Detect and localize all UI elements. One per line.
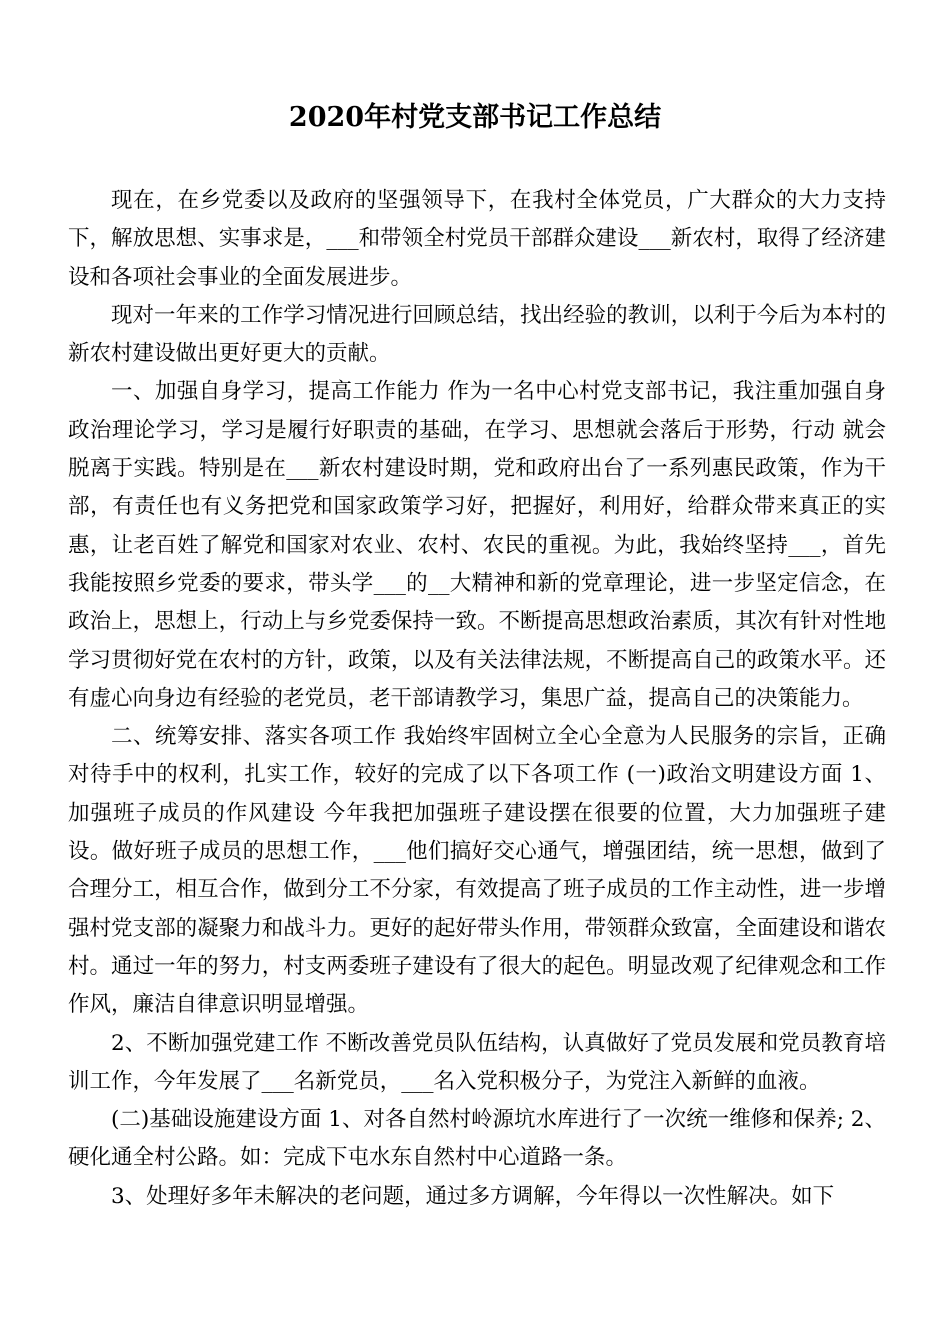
document-title: 2020年村党支部书记工作总结 bbox=[288, 102, 662, 133]
paragraph-section-one: 一、加强自身学习，提高工作能力 作为一名中心村党支部书记，我注重加强自身政治理论学习，学习是履行好职责的基础，在学习、思想就会落后于形势，行动 就会脱离于实践。特别是在___新农村建设时期，党和政府出台了一系列惠民政策，作为干部，有责任也有义务把党和国家政策学习好，把握好，利用好，给群众带来真正的实惠，让老百姓了解党和国家对农业、农村、农民的重视。为此，我始终坚持___，首先我能按照乡党委的要求，带头学___的__大精神和新的党章理论，进一步坚定信念，在政治上，思想上，行动上与乡党委保持一致。不断提高思想政治素质，其次有针对性地学习贯彻好党在农村的方针，政策，以及有关法律法规，不断提高自己的政策水平。还有虚心向身边有经验的老党员，老干部请教学习，集思广益，提高自己的决策能力。 bbox=[68, 379, 886, 711]
paragraph-review: 现对一年来的工作学习情况进行回顾总结，找出经验的教训，以利于今后为本村的新农村建设做出更好更大的贡献。 bbox=[68, 302, 886, 367]
paragraph-party-building: 2、不断加强党建工作 不断改善党员队伍结构，认真做好了党员发展和党员教育培训工作，今年发展了___名新党员，___名入党积极分子，为党注入新鲜的血液。 bbox=[68, 1030, 886, 1094]
paragraph-old-issues: 3、处理好多年未解决的老问题，通过多方调解，今年得以一次性解决。如下 bbox=[111, 1183, 835, 1209]
paragraph-intro: 现在，在乡党委以及政府的坚强领导下，在我村全体党员，广大群众的大力支持下，解放思想、实事求是，___和带领全村党员干部群众建设___新农村，取得了经济建设和各项社会事业的全面发展进步。 bbox=[68, 188, 886, 290]
paragraph-infrastructure: (二)基础设施建设方面 1、对各自然村岭源坑水库进行了一次统一维修和保养; 2、硬化通全村公路。如：完成下屯水东自然村中心道路一条。 bbox=[68, 1107, 886, 1171]
document-body bbox=[68, 182, 886, 1216]
paragraph-section-two: 二、统筹安排、落实各项工作 我始终牢固树立全心全意为人民服务的宗旨，正确对待手中的权利，扎实工作，较好的完成了以下各项工作 (一)政治文明建设方面 1、加强班子成员的作风建设 今年我把加强班子建设摆在很要的位置，大力加强班子建设。做好班子成员的思想工作，___他们搞好交心通气，增强团结，统一思想，做到了合理分工，相互合作，做到分工不分家，有效提高了班子成员的工作主动性，进一步增强村党支部的凝聚力和战斗力。更好的起好带头作用，带领群众致富，全面建设和谐农村。通过一年的努力，村支两委班子建设有了很大的起色。明显改观了纪律观念和工作作风，廉洁自律意识明显增强。 bbox=[68, 724, 886, 1018]
